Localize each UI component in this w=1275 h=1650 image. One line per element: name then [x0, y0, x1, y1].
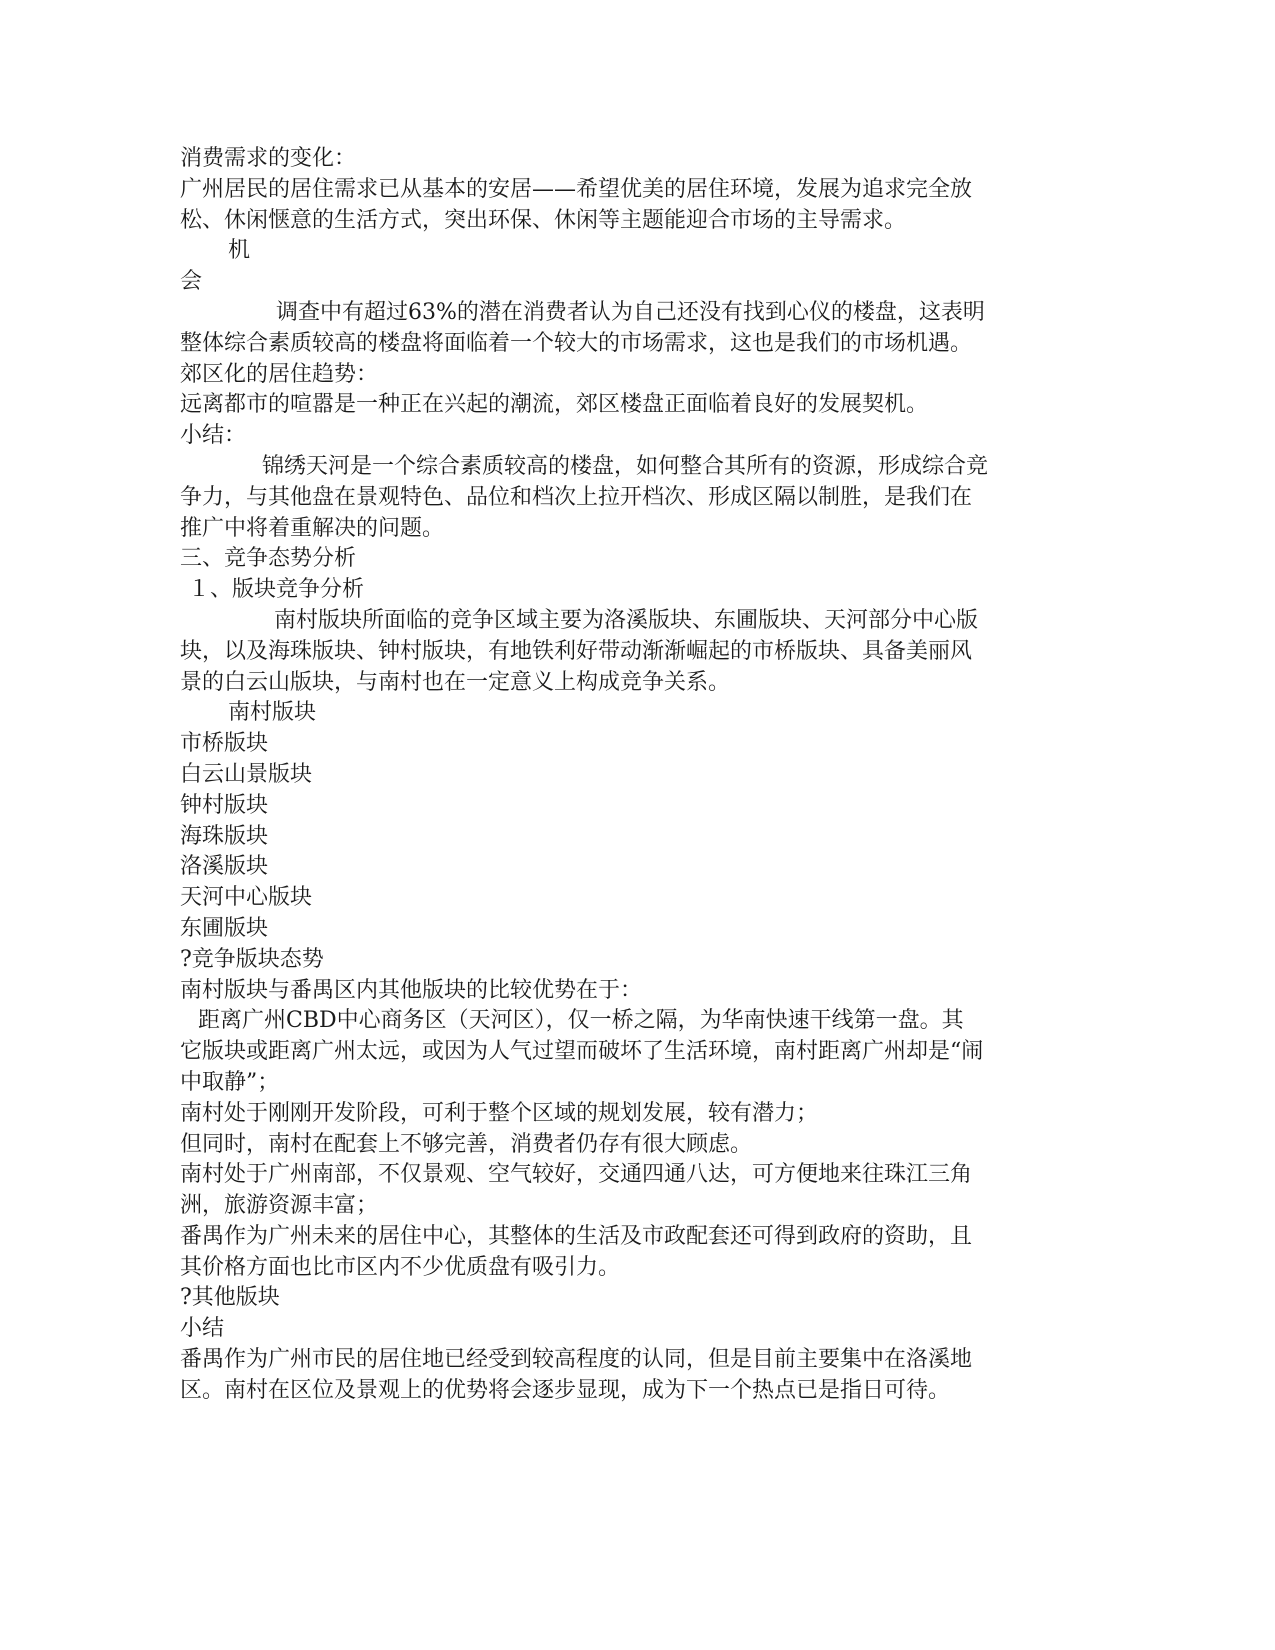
block-list-item: 南村版块 [228, 700, 317, 726]
paragraph-line: 洲，旅游资源丰富； [180, 1193, 379, 1219]
block-list-item: 东圃版块 [180, 915, 269, 941]
section-heading-competition: 三、竞争态势分析 [180, 546, 357, 572]
paragraph-line: 远离都市的喧嚣是一种正在兴起的潮流，郊区楼盘正面临着良好的发展契机。 [180, 392, 929, 418]
paragraph-line: 但同时，南村在配套上不够完善，消费者仍存有很大顾虑。 [180, 1131, 753, 1157]
paragraph-line: 推广中将着重解决的问题。 [180, 515, 445, 541]
heading-consumption-change: 消费需求的变化： [180, 146, 357, 171]
paragraph-line: 番禺作为广州市民的居住地已经受到较高程度的认同，但是目前主要集中在洛溪地 [180, 1347, 973, 1373]
paragraph-line: 锦绣天河是一个综合素质较高的楼盘，如何整合其所有的资源，形成综合竞 [262, 453, 989, 479]
heading-summary: 小结： [180, 423, 247, 449]
paragraph-line: 南村版块与番禺区内其他版块的比较优势在于： [180, 977, 643, 1003]
paragraph-line: 松、休闲惬意的生活方式，突出环保、休闲等主题能迎合市场的主导需求。 [180, 207, 907, 233]
heading-opportunity-part1: 机 [228, 238, 251, 264]
paragraph-line: 争力，与其他盘在景观特色、品位和档次上拉开档次、形成区隔以制胜，是我们在 [180, 484, 973, 510]
heading-summary-2: 小结 [180, 1316, 225, 1342]
paragraph-line: 广州居民的居住需求已从基本的安居——希望优美的居住环境，发展为追求完全放 [180, 176, 973, 202]
paragraph-line: 南村处于广州南部，不仅景观、空气较好，交通四通八达，可方便地来往珠江三角 [180, 1162, 973, 1188]
heading-other-blocks: ?其他版块 [180, 1285, 280, 1311]
paragraph-line: 南村处于刚刚开发阶段，可利于整个区域的规划发展，较有潜力； [180, 1100, 819, 1126]
block-list-item: 海珠版块 [180, 823, 269, 849]
paragraph-line: 番禺作为广州未来的居住中心，其整体的生活及市政配套还可得到政府的资助，且 [180, 1223, 973, 1249]
document-body [180, 144, 1090, 1407]
block-list-item: 钟村版块 [180, 792, 269, 818]
heading-opportunity-part2: 会 [180, 269, 203, 295]
paragraph-line: 景的白云山版块，与南村也在一定意义上构成竞争关系。 [180, 669, 731, 695]
paragraph-line: 其价格方面也比市区内不少优质盘有吸引力。 [180, 1254, 621, 1280]
paragraph-line: 整体综合素质较高的楼盘将面临着一个较大的市场需求，这也是我们的市场机遇。 [180, 330, 973, 356]
paragraph-line: 调查中有超过63%的潜在消费者认为自己还没有找到心仪的楼盘，这表明 [276, 299, 985, 325]
paragraph-line: 距离广州CBD中心商务区（天河区），仅一桥之隔，为华南快速干线第一盘。其 [198, 1008, 964, 1034]
block-list-item: 白云山景版块 [180, 761, 313, 787]
paragraph-line: 块，以及海珠版块、钟村版块，有地铁利好带动渐渐崛起的市桥版块、具备美丽风 [180, 638, 973, 664]
heading-suburban-trend: 郊区化的居住趋势： [180, 361, 379, 387]
block-list-item: 洛溪版块 [180, 854, 269, 880]
paragraph-line: 它版块或距离广州太远，或因为人气过望而破坏了生活环境，南村距离广州却是“闹 [180, 1039, 984, 1065]
block-list-item: 市桥版块 [180, 731, 269, 757]
block-list-item: 天河中心版块 [180, 885, 313, 911]
heading-competing-blocks: ?竞争版块态势 [180, 946, 324, 972]
paragraph-line: 中取静”； [180, 1069, 280, 1095]
paragraph-line: 南村版块所面临的竞争区域主要为洛溪版块、东圃版块、天河部分中心版 [274, 607, 979, 633]
subsection-heading-block-competition: １、版块竞争分析 [188, 577, 365, 603]
paragraph-line: 区。南村在区位及景观上的优势将会逐步显现，成为下一个热点已是指日可待。 [180, 1377, 951, 1403]
